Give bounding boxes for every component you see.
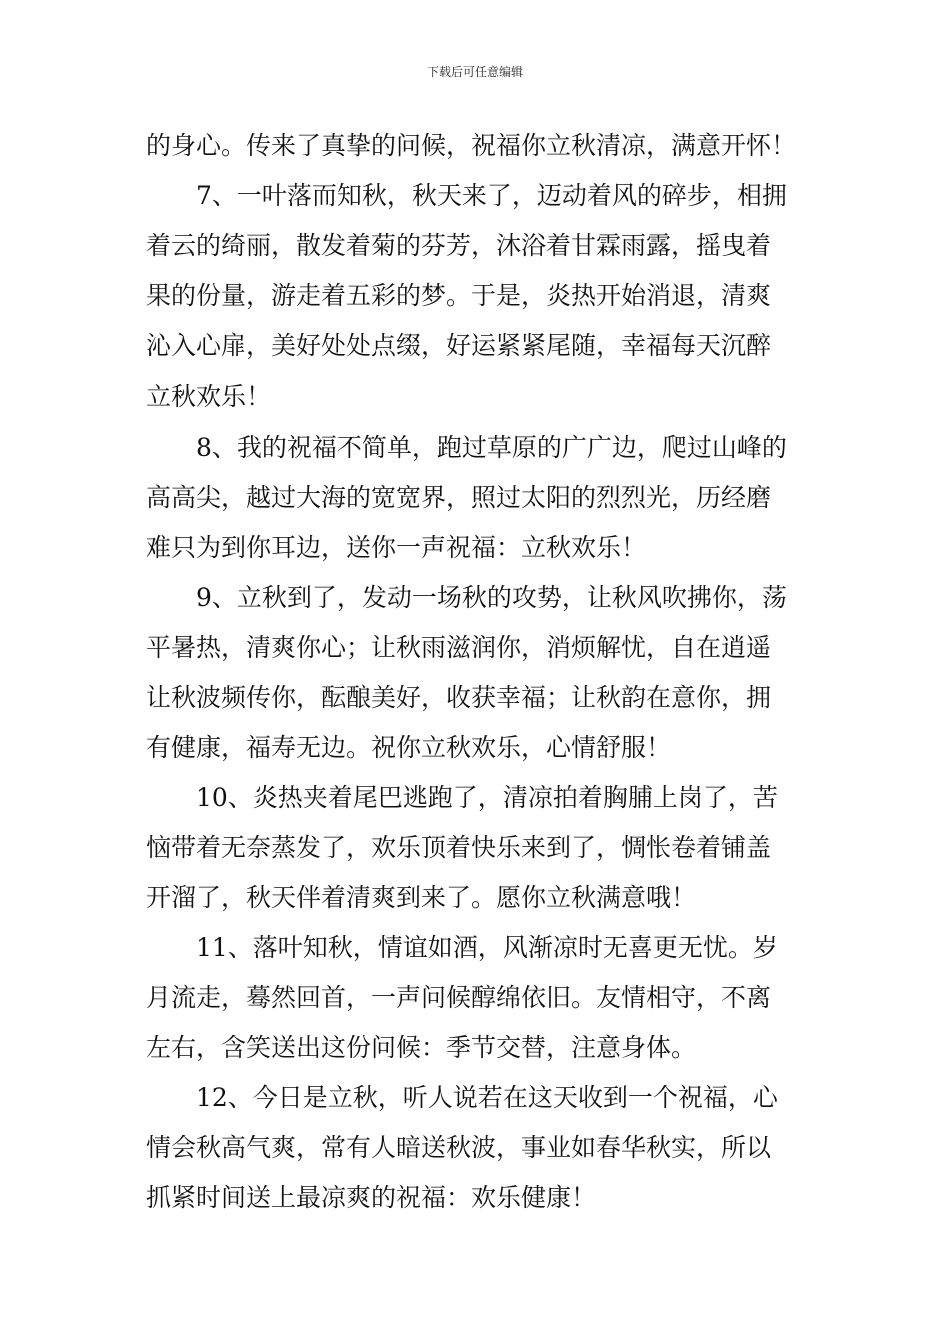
text-line: 9、立秋到了，发动一场秋的攻势，让秋风吹拂你，荡 bbox=[196, 583, 787, 612]
page-header: 下载后可任意编辑 bbox=[426, 65, 523, 79]
text-line: 高高尖，越过大海的宽宽界，照过太阳的烈烈光，历经磨 bbox=[146, 483, 772, 512]
text-line: 果的份量，游走着五彩的梦。于是，炎热开始消退，清爽 bbox=[146, 281, 772, 310]
text-line: 8、我的祝福不简单，跑过草原的广广边，爬过山峰的 bbox=[196, 433, 787, 462]
text-line: 让秋波频传你，酝酿美好，收获幸福；让秋韵在意你，拥 bbox=[146, 683, 772, 712]
text-line: 平暑热，清爽你心；让秋雨滋润你，消烦解忧，自在逍遥 bbox=[146, 633, 772, 662]
text-line: 月流走，蓦然回首，一声问候醇绵依旧。友情相守，不离 bbox=[146, 983, 772, 1012]
text-line: 有健康，福寿无边。祝你立秋欢乐，心情舒服！ bbox=[146, 733, 672, 762]
text-line: 恼带着无奈蒸发了，欢乐顶着快乐来到了，惆怅卷着铺盖 bbox=[146, 833, 772, 862]
text-line: 难只为到你耳边，送你一声祝福：立秋欢乐！ bbox=[146, 533, 647, 562]
text-line: 的身心。传来了真挚的问候，祝福你立秋清凉，满意开怀！ bbox=[146, 131, 797, 160]
text-line: 抓紧时间送上最凉爽的祝福：欢乐健康！ bbox=[146, 1183, 597, 1212]
text-line: 情会秋高气爽，常有人暗送秋波，事业如春华秋实，所以 bbox=[146, 1133, 772, 1162]
text-line: 沁入心扉，美好处处点缀，好运紧紧尾随，幸福每天沉醉 bbox=[146, 331, 772, 360]
text-line: 11、落叶知秋，情谊如酒，风渐凉时无喜更无忧。岁 bbox=[196, 933, 778, 962]
text-line: 10、炎热夹着尾巴逃跑了，清凉拍着胸脯上岗了，苦 bbox=[196, 783, 778, 812]
text-line: 开溜了，秋天伴着清爽到来了。愿你立秋满意哦！ bbox=[146, 883, 697, 912]
text-line: 左右，含笑送出这份问候：季节交替，注意身体。 bbox=[146, 1033, 697, 1062]
text-line: 立秋欢乐！ bbox=[146, 382, 272, 411]
text-line: 12、今日是立秋，听人说若在这天收到一个祝福，心 bbox=[196, 1083, 778, 1112]
text-line: 着云的绮丽，散发着菊的芬芳，沐浴着甘霖雨露，摇曳着 bbox=[146, 231, 772, 260]
text-line: 7、一叶落而知秋，秋天来了，迈动着风的碎步，相拥 bbox=[196, 181, 787, 210]
